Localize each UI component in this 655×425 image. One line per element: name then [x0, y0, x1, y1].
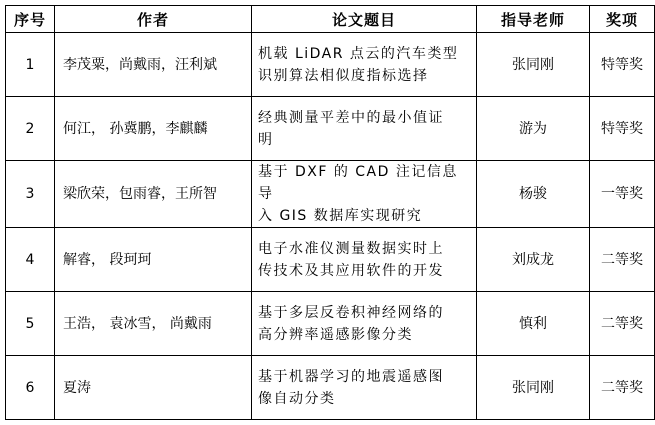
title-line-2: 传技术及其应用软件的开发 [258, 262, 444, 279]
cell-title [252, 356, 477, 420]
cell-no: 4 [6, 228, 55, 292]
cell-award: 一等奖 [590, 161, 655, 228]
header-no: 序号 [6, 6, 55, 33]
title-line-1: 基于机器学习的地震遥感图 [258, 368, 444, 385]
cell-authors: 解睿， 段珂珂 [55, 228, 252, 292]
title-line-2: 入 GIS 数据库实现研究 [258, 208, 423, 224]
cell-authors: 梁欣荣，包雨睿，王所智 [55, 161, 252, 228]
header-award: 奖项 [590, 6, 655, 33]
table-row [6, 161, 655, 228]
cell-authors: 夏涛 [55, 356, 252, 420]
cell-award: 特等奖 [590, 33, 655, 97]
cell-award: 二等奖 [590, 292, 655, 356]
table-header [6, 6, 655, 33]
cell-advisor: 杨骏 [477, 161, 590, 228]
table-row [6, 356, 655, 420]
cell-title [252, 33, 477, 97]
cell-advisor: 张同刚 [477, 356, 590, 420]
title-line-2: 高分辨率遥感影像分类 [258, 326, 413, 343]
cell-authors: 何江， 孙冀鹏，李麒麟 [55, 97, 252, 161]
title-line-1: 机载 LiDAR 点云的汽车类型 [258, 45, 459, 62]
cell-title [252, 228, 477, 292]
header-advisor: 指导老师 [477, 6, 590, 33]
table-row [6, 33, 655, 97]
cell-advisor: 刘成龙 [477, 228, 590, 292]
cell-authors: 李茂粟，尚戴雨，汪利斌 [55, 33, 252, 97]
award-table [5, 5, 655, 420]
cell-authors: 王浩， 袁冰雪， 尚戴雨 [55, 292, 252, 356]
title-line-1: 经典测量平差中的最小值证 [258, 109, 444, 126]
cell-title [252, 292, 477, 356]
table-row [6, 292, 655, 356]
table-row [6, 228, 655, 292]
title-line-2: 明 [258, 131, 274, 148]
table-row [6, 97, 655, 161]
title-line-2: 像自动分类 [258, 390, 336, 407]
cell-advisor: 张同刚 [477, 33, 590, 97]
title-line-1: 基于多层反卷积神经网络的 [258, 304, 444, 321]
cell-advisor: 游为 [477, 97, 590, 161]
cell-award: 特等奖 [590, 97, 655, 161]
cell-award: 二等奖 [590, 356, 655, 420]
title-line-1: 电子水准仪测量数据实时上 [258, 240, 444, 257]
title-line-1: 基于 DXF 的 CAD 注记信息导 [258, 164, 458, 202]
cell-title [252, 97, 477, 161]
table-body [6, 33, 655, 420]
header-title: 论文题目 [252, 6, 477, 33]
cell-title [252, 161, 477, 228]
cell-no: 2 [6, 97, 55, 161]
cell-no: 1 [6, 33, 55, 97]
cell-advisor: 慎利 [477, 292, 590, 356]
cell-award: 二等奖 [590, 228, 655, 292]
cell-no: 3 [6, 161, 55, 228]
header-authors: 作者 [55, 6, 252, 33]
cell-no: 6 [6, 356, 55, 420]
header-row [6, 6, 655, 33]
cell-no: 5 [6, 292, 55, 356]
title-line-2: 识别算法相似度指标选择 [258, 67, 429, 84]
